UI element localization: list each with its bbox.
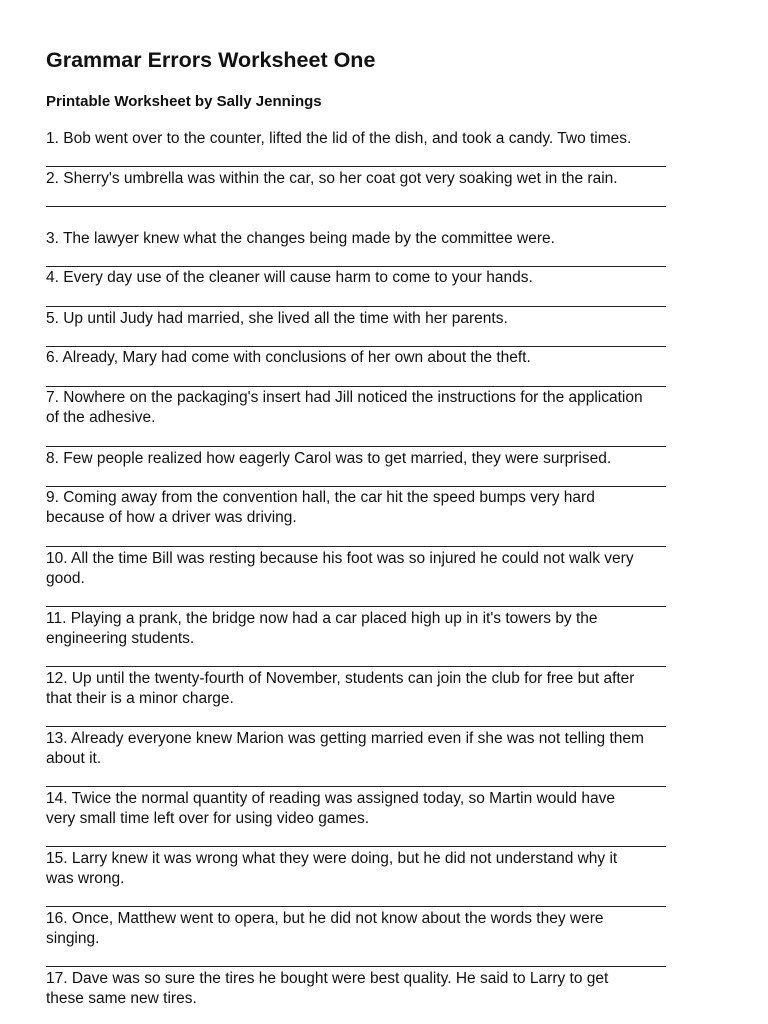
answer-line-9 xyxy=(46,546,666,547)
worksheet-subtitle: Printable Worksheet by Sally Jennings xyxy=(46,93,322,110)
answer-line-5 xyxy=(46,346,666,347)
answer-line-16 xyxy=(46,966,666,967)
question-14: 14. Twice the normal quantity of reading was assigned today, so Martin would have very small time left over for using video games. xyxy=(46,790,615,827)
answer-line-1 xyxy=(46,166,666,167)
answer-line-8 xyxy=(46,486,666,487)
question-10: 10. All the time Bill was resting because his foot was so injured he could not walk very good. xyxy=(46,550,634,587)
question-1: 1. Bob went over to the counter, lifted the lid of the dish, and took a candy. Two times. xyxy=(46,130,632,147)
question-3: 3. The lawyer knew what the changes being made by the committee were. xyxy=(46,230,555,247)
question-9: 9. Coming away from the convention hall, the car hit the speed bumps very hard because of how a driver was driving. xyxy=(46,489,595,526)
question-7: 7. Nowhere on the packaging's insert had Jill noticed the instructions for the application of the adhesive. xyxy=(46,389,643,426)
answer-line-10 xyxy=(46,606,666,607)
question-8: 8. Few people realized how eagerly Carol was to get married, they were surprised. xyxy=(46,450,612,467)
answer-line-2 xyxy=(46,206,666,207)
question-13: 13. Already everyone knew Marion was getting married even if she was not telling them about it. xyxy=(46,730,644,767)
question-11: 11. Playing a prank, the bridge now had a car placed high up in it's towers by the engineering students. xyxy=(46,610,598,647)
question-16: 16. Once, Matthew went to opera, but he did not know about the words they were singing. xyxy=(46,910,604,947)
answer-line-3 xyxy=(46,266,666,267)
answer-line-12 xyxy=(46,726,666,727)
question-6: 6. Already, Mary had come with conclusions of her own about the theft. xyxy=(46,349,531,366)
answer-line-7 xyxy=(46,446,666,447)
answer-line-14 xyxy=(46,846,666,847)
question-2: 2. Sherry's umbrella was within the car, so her coat got very soaking wet in the rain. xyxy=(46,170,618,187)
question-12: 12. Up until the twenty-fourth of November, students can join the club for free but after that their is a minor charge. xyxy=(46,670,635,707)
answer-line-6 xyxy=(46,386,666,387)
question-15: 15. Larry knew it was wrong what they were doing, but he did not understand why it was wrong. xyxy=(46,850,618,887)
answer-line-15 xyxy=(46,906,666,907)
answer-line-4 xyxy=(46,306,666,307)
question-17: 17. Dave was so sure the tires he bought were best quality. He said to Larry to get these same new tires. xyxy=(46,970,609,1007)
question-5: 5. Up until Judy had married, she lived all the time with her parents. xyxy=(46,310,508,327)
answer-line-13 xyxy=(46,786,666,787)
question-4: 4. Every day use of the cleaner will cause harm to come to your hands. xyxy=(46,269,533,286)
worksheet-title: Grammar Errors Worksheet One xyxy=(46,48,376,72)
answer-line-11 xyxy=(46,666,666,667)
